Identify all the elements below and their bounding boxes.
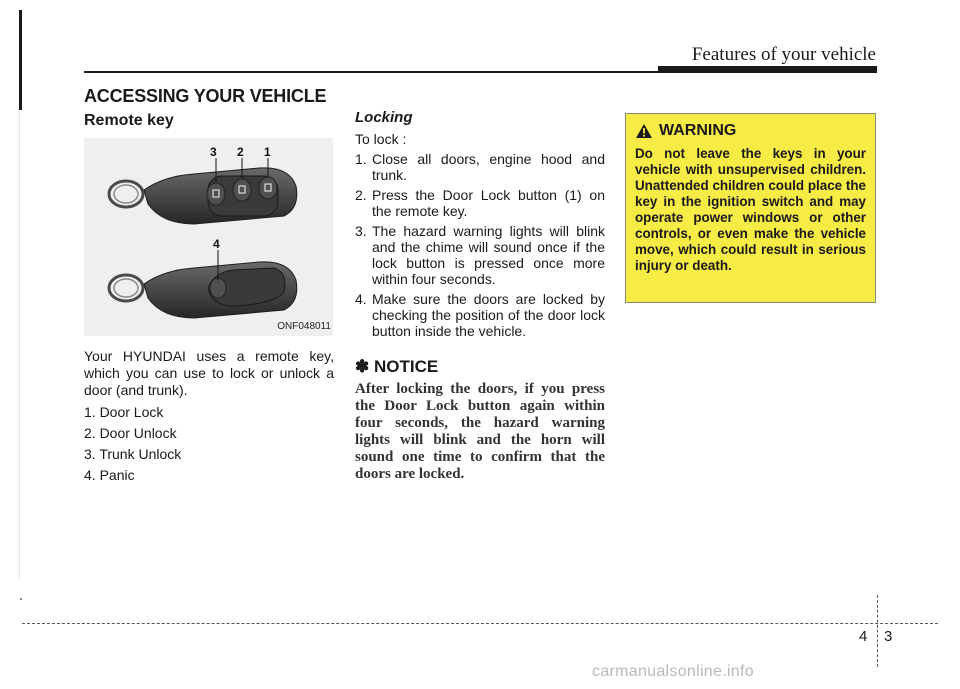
remote-key-item-trunk-unlock: 3. Trunk Unlock xyxy=(84,446,182,462)
header-rule-accent xyxy=(658,66,877,72)
locking-step: 4. Make sure the doors are locked by checking the position of the door lock button inside the vehicle. xyxy=(355,291,605,339)
remote-key-column xyxy=(84,112,334,488)
warning-title: WARNING xyxy=(659,122,737,139)
chapter-number: 4 xyxy=(859,628,868,645)
locking-column xyxy=(355,110,605,483)
remote-key-item-panic: 4. Panic xyxy=(84,467,135,483)
locking-step: 1. Close all doors, engine hood and trunk. xyxy=(355,151,605,183)
remote-key-item-door-lock: 1. Door Lock xyxy=(84,404,164,420)
page-number: 3 xyxy=(884,628,893,645)
notice-body: After locking the doors, if you press the Door Lock button again within four seconds, the hazard warning lights will blink and the horn will sound one time to confirm that the doors are locked. xyxy=(355,381,605,482)
figure-caption: ONF048011 xyxy=(277,321,331,332)
left-margin-rule xyxy=(19,10,22,110)
remote-key-item-door-unlock: 2. Door Unlock xyxy=(84,425,177,441)
warning-header xyxy=(635,122,866,140)
watermark: carmanualsonline.info xyxy=(592,663,754,680)
section-title: ACCESSING YOUR VEHICLE xyxy=(84,86,327,106)
locking-intro: To lock : xyxy=(355,131,407,147)
locking-step: 3. The hazard warning lights will blink and the chime will sound once if the lock button is pressed once more within four seconds. xyxy=(355,223,605,287)
callout-4: 4 xyxy=(213,237,220,251)
left-margin-line xyxy=(19,110,20,580)
footer-divider xyxy=(877,595,878,667)
remote-key-intro: Your HYUNDAI uses a remote key, which you can use to lock or unlock a door (and trunk). xyxy=(84,348,334,398)
remote-key-illustration xyxy=(84,138,333,336)
warning-body: Do not leave the keys in your vehicle with unsupervised children. Unattended children could place the key in the ignition switch and may operate power windows or other controls, or even make the vehicle move, which could result in serious injury or death. xyxy=(635,146,866,273)
warning-box xyxy=(625,113,876,303)
header-title: Features of your vehicle xyxy=(691,44,876,65)
warning-triangle-icon xyxy=(635,123,653,139)
locking-heading: Locking xyxy=(355,109,413,126)
margin-dot xyxy=(20,598,22,600)
callout-1: 1 xyxy=(264,145,271,159)
callout-3: 3 xyxy=(210,145,217,159)
remote-key-figure xyxy=(84,138,333,336)
footer-rule xyxy=(22,623,938,624)
remote-key-heading: Remote key xyxy=(84,112,174,129)
locking-step: 2. Press the Door Lock button (1) on the remote key. xyxy=(355,187,605,219)
callout-2: 2 xyxy=(237,145,244,159)
notice-title: ✽ NOTICE xyxy=(355,357,439,376)
